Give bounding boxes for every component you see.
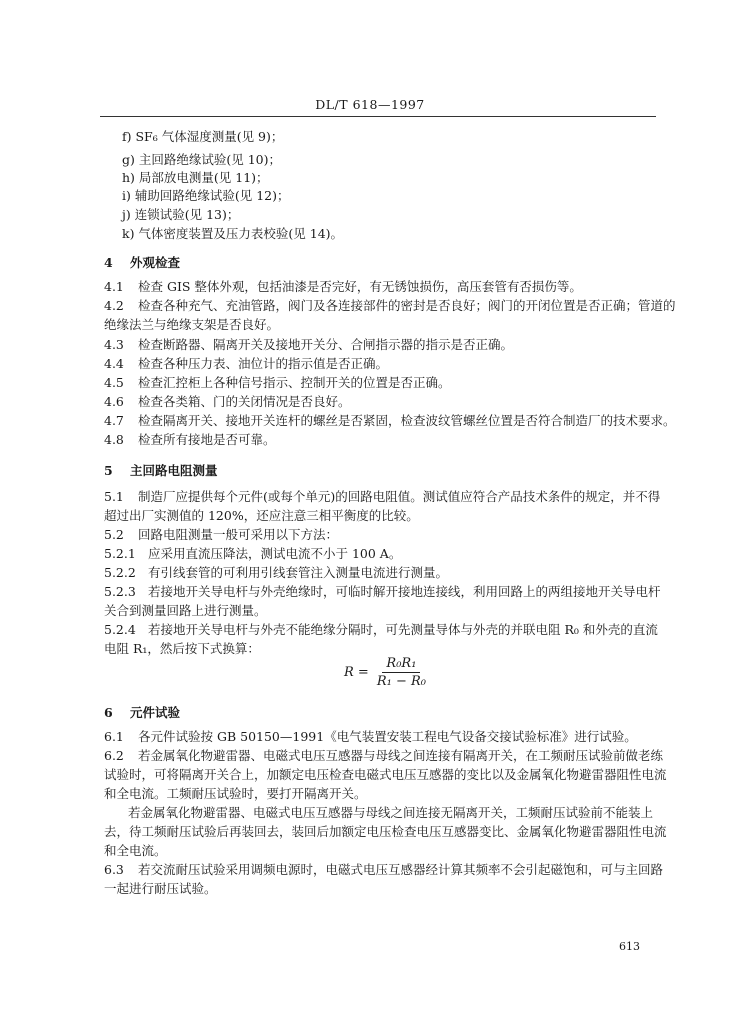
section-title: 元件试验 bbox=[130, 705, 181, 720]
clause-6-2-line3: 和全电流。工频耐压试验时，要打开隔离开关。 bbox=[104, 786, 367, 801]
header-rule bbox=[100, 116, 656, 117]
list-item: g) 主回路绝缘试验(见 10)； bbox=[122, 152, 281, 167]
clause-4-1: 4.1 检查 GIS 整体外观，包括油漆是否完好，有无锈蚀损伤，高压套管有否损伤等。 bbox=[104, 279, 582, 294]
list-item: f) SF₆ 气体湿度测量(见 9)； bbox=[122, 129, 284, 144]
clause-4-7: 4.7 检查隔离开关、接地开关连杆的螺丝是否紧固，检查波纹管螺丝位置是否符合制造厂的技术要求。 bbox=[104, 413, 676, 428]
section-4-heading bbox=[104, 253, 180, 271]
formula-numerator: R₀R₁ bbox=[382, 656, 420, 673]
standard-code-header: DL/T 618—1997 bbox=[315, 97, 425, 112]
clause-6-3: 6.3 若交流耐压试验采用调频电源时，电磁式电压互感器经计算其频率不会引起磁饱和，可与主回路 bbox=[104, 862, 664, 877]
list-item: h) 局部放电测量(见 11)； bbox=[122, 170, 269, 185]
section-title: 外观检查 bbox=[130, 255, 181, 270]
clause-5-1-continuation: 超过出厂实测值的 120%，还应注意三相平衡度的比较。 bbox=[104, 508, 419, 523]
clause-4-4: 4.4 检查各种压力表、油位计的指示值是否正确。 bbox=[104, 356, 389, 371]
formula-lhs: R = bbox=[344, 665, 369, 680]
clause-5-2-3: 5.2.3 若接地开关导电杆与外壳绝缘时，可临时解开接地连接线，利用回路上的两组接地开关导电杆 bbox=[104, 584, 661, 599]
clause-4-6: 4.6 检查各类箱、门的关闭情况是否良好。 bbox=[104, 394, 351, 409]
section-6-heading bbox=[104, 703, 180, 721]
clause-6-2: 6.2 若金属氧化物避雷器、电磁式电压互感器与母线之间连接有隔离开关，在工频耐压试验前做老练 bbox=[104, 748, 664, 763]
section-5-heading bbox=[104, 461, 218, 479]
list-item: k) 气体密度装置及压力表校验(见 14)。 bbox=[122, 226, 344, 241]
clause-6-2-para2-line2: 去，待工频耐压试验后再装回去，装回后加额定电压检查电压互感器变比、金属氧化物避雷器阻性电流 bbox=[104, 824, 667, 839]
clause-6-1: 6.1 各元件试验按 GB 50150—1991《电气装置安装工程电气设备交接试验标准》进行试验。 bbox=[104, 729, 637, 744]
clause-4-8: 4.8 检查所有接地是否可靠。 bbox=[104, 432, 276, 447]
clause-5-2: 5.2 回路电阻测量一般可采用以下方法： bbox=[104, 527, 339, 542]
list-item: i) 辅助回路绝缘试验(见 12)； bbox=[122, 188, 290, 203]
section-title: 主回路电阻测量 bbox=[130, 463, 218, 478]
formula-fraction bbox=[377, 656, 426, 689]
section-number: 4 bbox=[104, 255, 113, 270]
clause-5-2-4-continuation: 电阻 R₁，然后按下式换算： bbox=[104, 641, 260, 656]
page-number: 613 bbox=[619, 940, 640, 953]
clause-5-2-3-continuation: 关合到测量回路上进行测量。 bbox=[104, 603, 267, 618]
clause-6-2-para2-line3: 和全电流。 bbox=[104, 843, 167, 858]
clause-4-2: 4.2 检查各种充气、充油管路，阀门及各连接部件的密封是否良好；阀门的开闭位置是否正确；管道的 bbox=[104, 298, 676, 313]
clause-6-3-continuation: 一起进行耐压试验。 bbox=[104, 881, 217, 896]
clause-4-2-continuation: 绝缘法兰与绝缘支架是否良好。 bbox=[104, 317, 280, 332]
clause-6-2-line2: 试验时，可将隔离开关合上，加额定电压检查电磁式电压互感器的变比以及金属氧化物避雷器阻性电流 bbox=[104, 767, 667, 782]
clause-5-2-2: 5.2.2 有引线套管的可利用引线套管注入测量电流进行测量。 bbox=[104, 565, 449, 580]
resistance-formula bbox=[344, 656, 426, 689]
clause-4-3: 4.3 检查断路器、隔离开关及接地开关分、合闸指示器的指示是否正确。 bbox=[104, 337, 514, 352]
clause-4-5: 4.5 检查汇控柜上各种信号指示、控制开关的位置是否正确。 bbox=[104, 375, 451, 390]
section-number: 5 bbox=[104, 463, 113, 478]
clause-5-2-1: 5.2.1 应采用直流压降法，测试电流不小于 100 A。 bbox=[104, 546, 402, 561]
section-number: 6 bbox=[104, 705, 113, 720]
clause-5-1: 5.1 制造厂应提供每个元件(或每个单元)的回路电阻值。测试值应符合产品技术条件的规定，并不得 bbox=[104, 489, 661, 504]
clause-6-2-para2: 若金属氧化物避雷器、电磁式电压互感器与母线之间连接无隔离开关，工频耐压试验前不能装上 bbox=[128, 805, 654, 820]
clause-5-2-4: 5.2.4 若接地开关导电杆与外壳不能绝缘分隔时，可先测量导体与外壳的并联电阻 R₀ 和外壳的直流 bbox=[104, 622, 658, 637]
list-item: j) 连锁试验(见 13)； bbox=[122, 207, 240, 222]
formula-denominator: R₁ − R₀ bbox=[376, 674, 426, 689]
